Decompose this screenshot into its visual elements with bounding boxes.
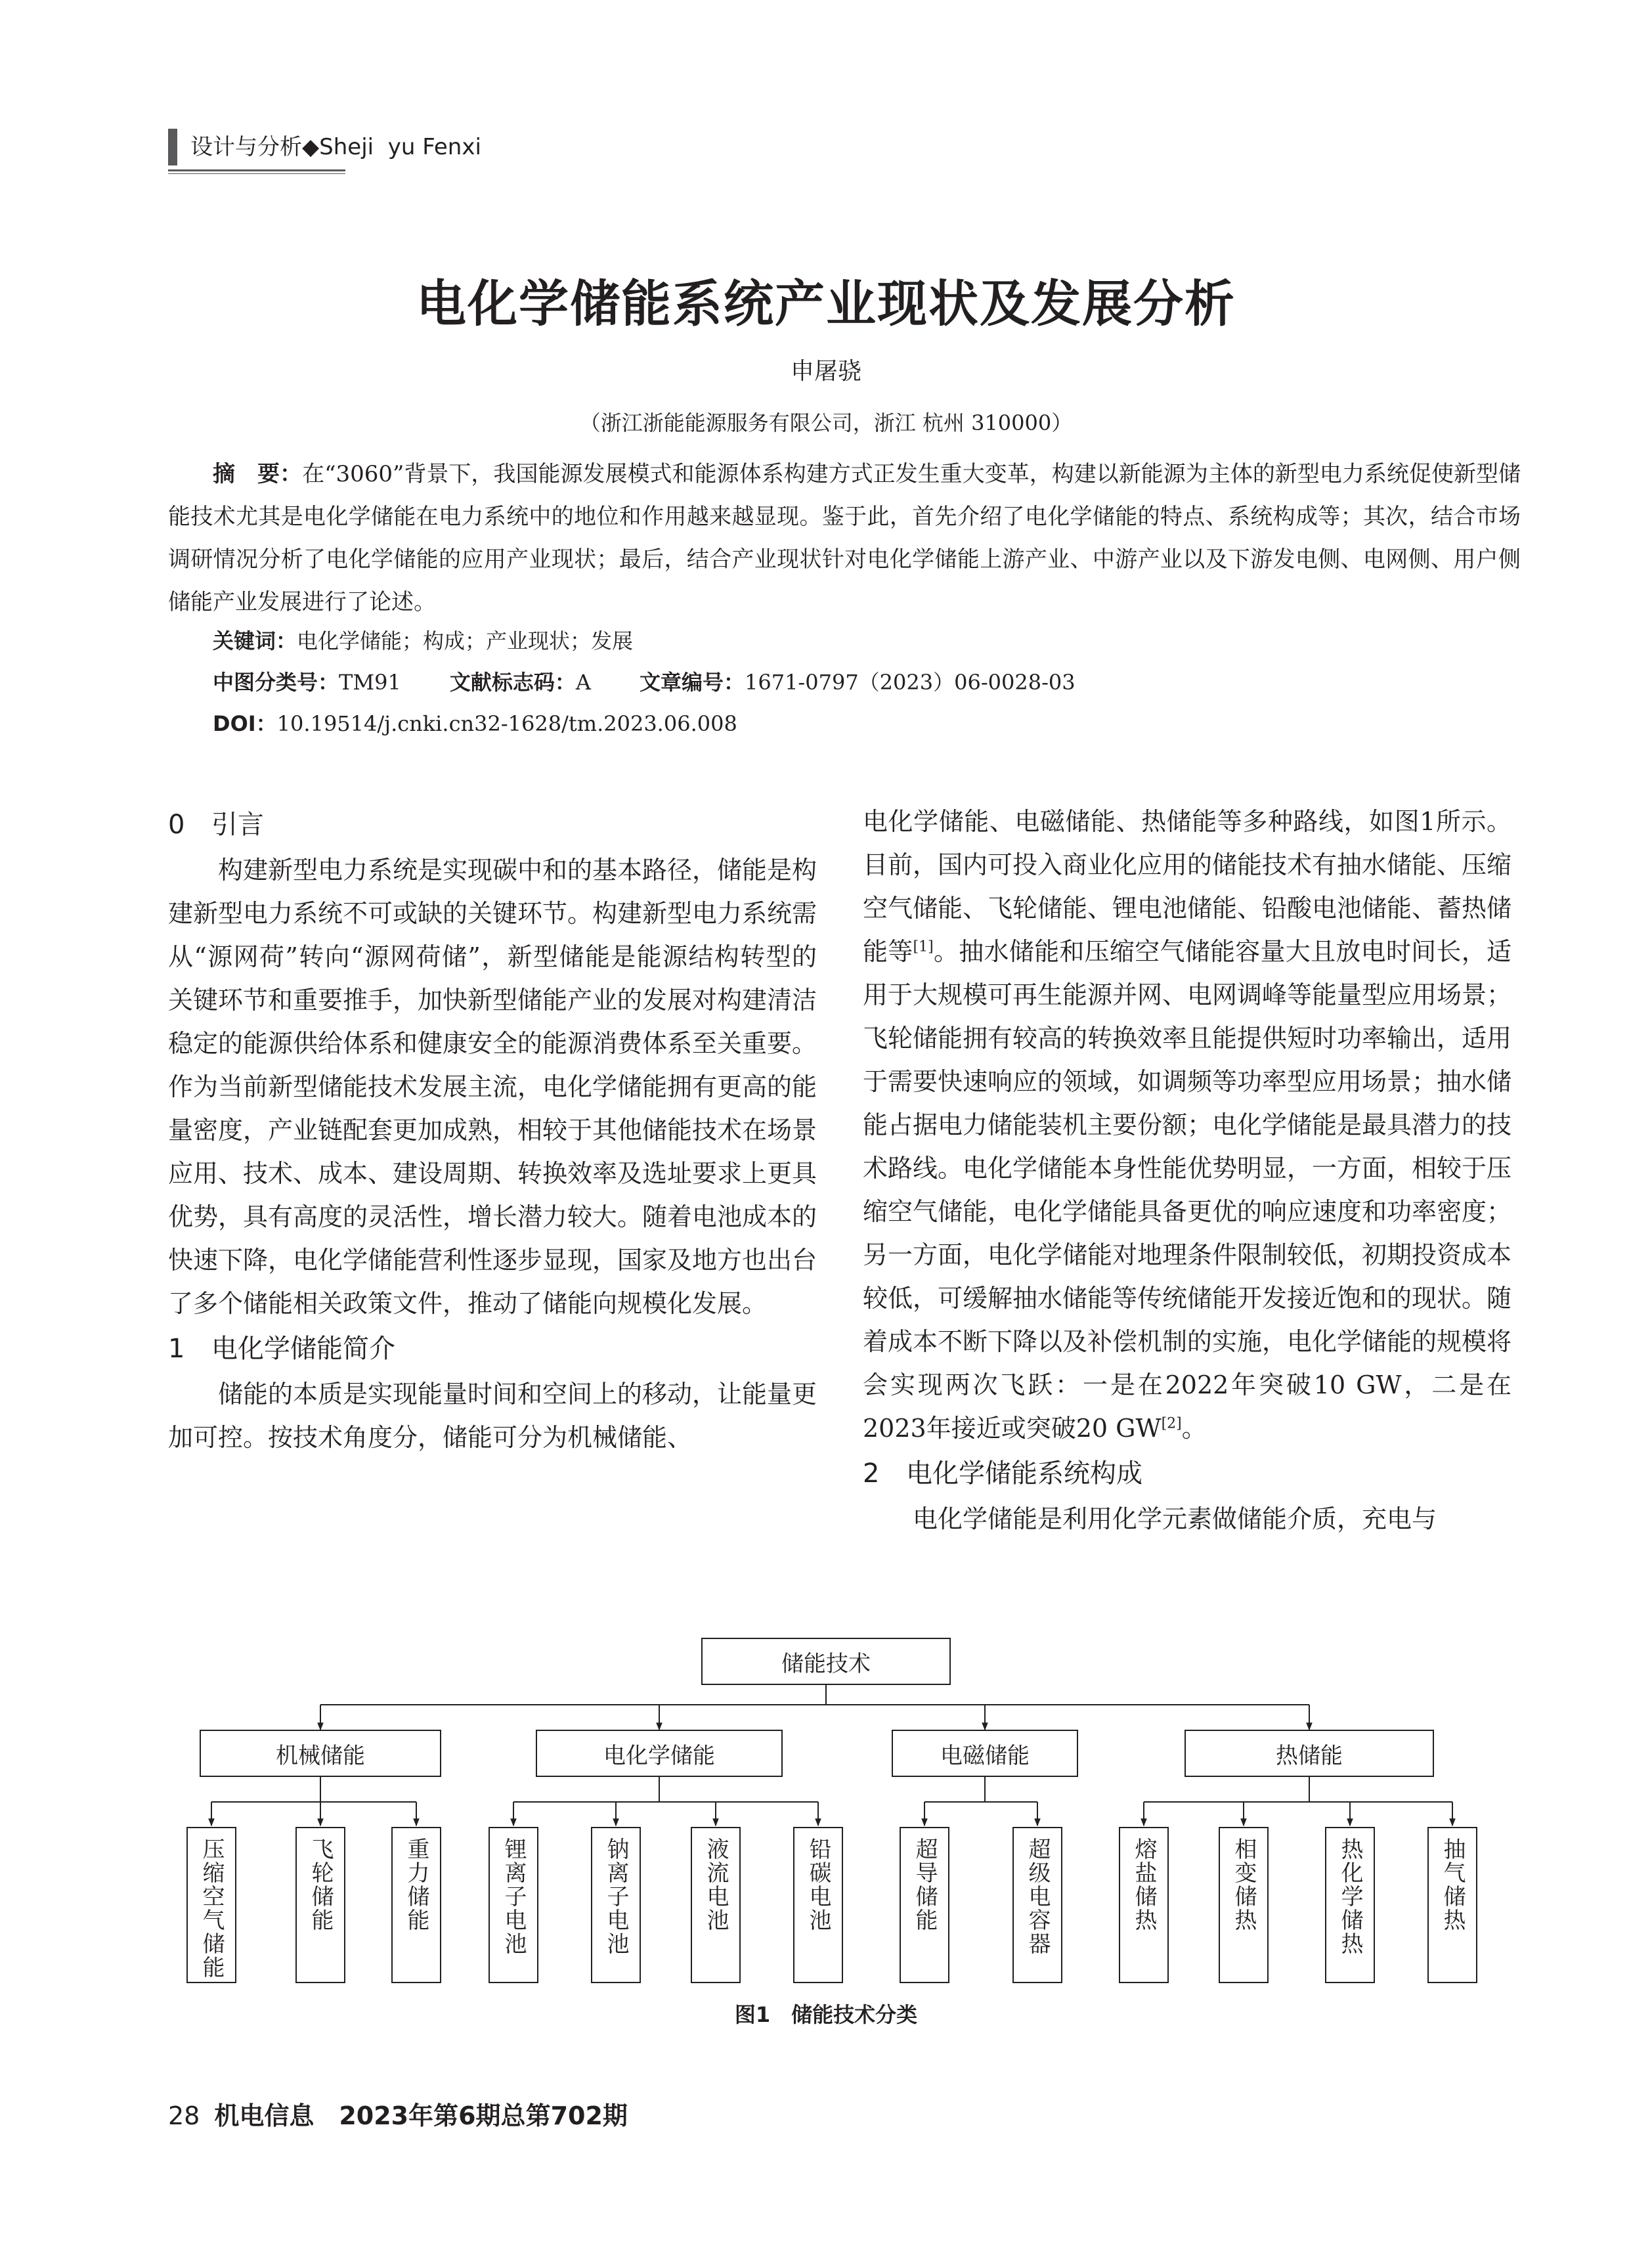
header-section-pinyin: Sheji yu Fenxi: [319, 134, 481, 160]
abstract: [168, 453, 1521, 624]
section-number: 1: [168, 1334, 185, 1364]
keywords-text: 电化学储能；构成；产业现状；发展: [297, 628, 634, 653]
keywords-label: 关键词：: [213, 628, 297, 653]
abstract-label: 摘 要：: [213, 461, 303, 487]
figure-category-thermal: 热储能: [1185, 1730, 1434, 1777]
article-number-label: 文章编号：: [639, 670, 745, 695]
citation-ref[interactable]: [2]: [1161, 1415, 1182, 1432]
figure-caption: 图1 储能技术分类: [734, 2002, 918, 2027]
paragraph-text: 。抽水储能和压缩空气储能容量大且放电时间长，适用于大规模可再生能源并网、电网调峰等能量型应用场景；飞轮储能拥有较高的转换效率且能提供短时功率输出，适用于需要快速响应的领域，如调频等功率型应用场景；抽水储能占据电力储能装机主要份额；电化学储能是最具潜力的技术路线。电化学储能本身性能优势明显，一方面，相较于压缩空气储能，电化学储能具备更优的响应速度和功率密度；另一方面，电化学储能对地理条件限制较低，初期投资成本较低，可缓解抽水储能等传统储能开发接近饱和的现状。随着成本不断下降以及补偿机制的实施，电化学储能的规模将会实现两次飞跃：一是在2022年突破10 GW，二是在2023年接近或突破20 GW: [863, 937, 1512, 1443]
figure-leaf-supercapacitor: 超级电容器: [1012, 1827, 1062, 1983]
article-affiliation: （浙江浙能能源服务有限公司，浙江 杭州 310000）: [579, 410, 1073, 435]
page-number: 28: [168, 2101, 200, 2130]
article-number-value: 1671-0797（2023）06-0028-03: [744, 670, 1076, 695]
section-heading-1: [168, 1325, 817, 1372]
figure-category-mechanical: 机械储能: [200, 1730, 441, 1777]
clc-value: TM91: [339, 670, 401, 695]
article-title: 电化学储能系统产业现状及发展分析: [416, 274, 1236, 333]
figure-leaf-thermochemical: 热化学储热: [1325, 1827, 1375, 1983]
paragraph-text: 。: [1181, 1414, 1207, 1443]
doi-value: 10.19514/j.cnki.cn32-1628/tm.2023.06.008: [276, 711, 737, 736]
paragraph-s2-start: 电化学储能是利用化学元素做储能介质，充电与: [913, 1504, 1437, 1533]
header-rule: [168, 169, 345, 171]
body-column-right: [863, 800, 1511, 1541]
classification-line: [213, 662, 1076, 703]
figure-leaf-superconducting: 超导储能: [900, 1827, 949, 1983]
doc-code-label: 文献标志码：: [449, 670, 576, 695]
figure-category-electromagnetic: 电磁储能: [892, 1730, 1078, 1777]
section-title: 电化学储能系统构成: [906, 1458, 1142, 1489]
header-rule-thin: [168, 173, 345, 174]
figure-leaf-compressed-air: 压缩空气储能: [186, 1827, 236, 1983]
paragraph-s1-continued: [863, 800, 1511, 1450]
running-header: [190, 129, 481, 165]
figure-category-electrochemical: 电化学储能: [536, 1730, 783, 1777]
figure-root-node: 储能技术: [701, 1638, 951, 1685]
diamond-icon: ◆: [302, 134, 320, 160]
figure-leaf-lithium-ion: 锂离子电池: [489, 1827, 538, 1983]
section-heading-0: [168, 801, 817, 848]
header-bar-mark: [168, 129, 177, 165]
figure-leaf-flow-battery: 液流电池: [691, 1827, 741, 1983]
page-footer: [168, 2096, 628, 2136]
figure-leaf-molten-salt: 熔盐储热: [1119, 1827, 1169, 1983]
header-section: 设计与分析: [190, 134, 302, 160]
paragraph-intro: 构建新型电力系统是实现碳中和的基本路径，储能是构建新型电力系统不可或缺的关键环节。构建新型电力系统需从“源网荷”转向“源网荷储”，新型储能是能源结构转型的关键环节和重要推手，加快新型储能产业的发展对构建清洁稳定的能源供给体系和健康安全的能源消费体系至关重要。作为当前新型储能技术发展主流，电化学储能拥有更高的能量密度，产业链配套更加成熟，相较于其他储能技术在场景应用、技术、成本、建设周期、转换效率及选址要求上更具优势，具有高度的灵活性，增长潜力较大。随着电池成本的快速下降，电化学储能营利性逐步显现，国家及地方也出台了多个储能相关政策文件，推动了储能向规模化发展。: [168, 856, 817, 1318]
figure-leaf-flywheel: 飞轮储能: [295, 1827, 345, 1983]
figure-leaf-sodium-ion: 钠离子电池: [591, 1827, 641, 1983]
journal-issue: 机电信息 2023年第6期总第702期: [214, 2101, 628, 2130]
section-title: 电化学储能简介: [211, 1334, 395, 1364]
section-title: 引言: [211, 810, 264, 840]
section-number: 2: [863, 1458, 880, 1489]
clc-label: 中图分类号：: [213, 670, 339, 695]
paragraph-text: 电化学储能、电磁储能、热储能等多种路线，如图1所示。目前，国内可投入商业化应用的储能技术有抽水储能、压缩空气储能、飞轮储能、锂电池储能、铅酸电池储能、蓄热储能等: [863, 807, 1512, 966]
doi-label: DOI：: [213, 711, 277, 736]
figure-leaf-gravity: 重力储能: [391, 1827, 441, 1983]
citation-ref[interactable]: [1]: [913, 938, 934, 955]
section-number: 0: [168, 810, 185, 840]
section-heading-2: [863, 1450, 1511, 1497]
article-author: 申屠骁: [790, 358, 861, 385]
figure-leaf-air-extraction: 抽气储热: [1427, 1827, 1477, 1983]
abstract-text: 在“3060”背景下，我国能源发展模式和能源体系构建方式正发生重大变革，构建以新能源为主体的新型电力系统促使新型储能技术尤其是电化学储能在电力系统中的地位和作用越来越显现。鉴于此，首先介绍了电化学储能的特点、系统构成等；其次，结合市场调研情况分析了电化学储能的应用产业现状；最后，结合产业现状针对电化学储能上游产业、中游产业以及下游发电侧、电网侧、用户侧储能产业发展进行了论述。: [168, 461, 1521, 615]
figure-leaf-phase-change: 相变储热: [1219, 1827, 1269, 1983]
doc-code-value: A: [575, 670, 591, 695]
paragraph-s1-start: 储能的本质是实现能量时间和空间上的移动，让能量更加可控。按技术角度分，储能可分为机械储能、: [168, 1380, 817, 1452]
body-column-left: [168, 801, 817, 1459]
doi-line: [213, 703, 737, 744]
figure-leaf-lead-carbon: 铅碳电池: [793, 1827, 843, 1983]
keywords: [213, 621, 633, 661]
